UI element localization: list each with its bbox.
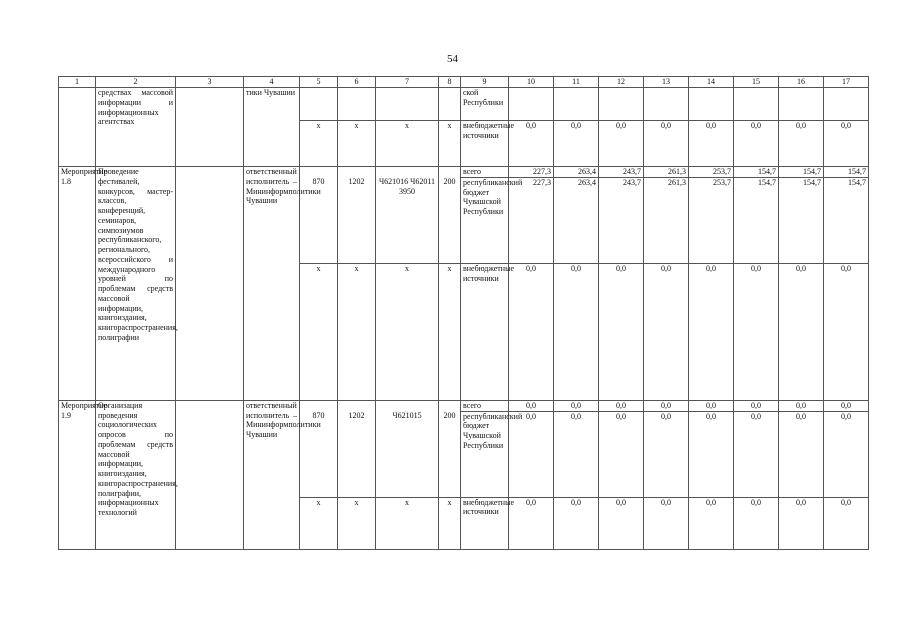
- col-header: 1: [59, 77, 96, 88]
- col-header: 11: [554, 77, 599, 88]
- funding-source: республиканский бюджет Чувашской Республики: [461, 177, 509, 263]
- kbk-cell: [300, 88, 338, 121]
- value-cell: 0,0: [509, 411, 554, 497]
- kbk-cell: [439, 400, 461, 411]
- event-number: Мероприятие 1.8: [59, 167, 96, 401]
- page-number: 54: [447, 53, 458, 65]
- kbk-cell: 870: [300, 177, 338, 263]
- value-cell: 0,0: [689, 400, 734, 411]
- table-row: [59, 400, 869, 411]
- value-cell: 154,7: [779, 167, 824, 178]
- value-cell: 253,7: [689, 177, 734, 263]
- value-cell: 0,0: [824, 121, 869, 167]
- kbk-cell: [300, 400, 338, 411]
- funding-source: внебюджетные источники: [461, 263, 509, 400]
- kbk-cell: x: [300, 263, 338, 400]
- value-cell: 0,0: [509, 263, 554, 400]
- value-cell: 154,7: [824, 167, 869, 178]
- funding-source: внебюджетные источники: [461, 497, 509, 549]
- value-cell: 0,0: [644, 497, 689, 549]
- kbk-cell: [338, 88, 376, 121]
- value-cell: 0,0: [689, 497, 734, 549]
- value-cell: 0,0: [779, 263, 824, 400]
- value-cell: 0,0: [824, 400, 869, 411]
- kbk-cell: 1202: [338, 411, 376, 497]
- event-title: средствах массовой информации и информационных агентствах: [96, 88, 176, 167]
- value-cell: 0,0: [599, 411, 644, 497]
- value-cell: 0,0: [734, 497, 779, 549]
- value-cell: 0,0: [509, 497, 554, 549]
- value-cell: 0,0: [689, 411, 734, 497]
- col-header: 4: [244, 77, 300, 88]
- kbk-cell: [439, 167, 461, 178]
- event-number: Мероприятие 1.9: [59, 400, 96, 549]
- value-cell: 0,0: [509, 121, 554, 167]
- funding-source: республиканский бюджет Чувашской Республики: [461, 411, 509, 497]
- value-cell: 0,0: [734, 263, 779, 400]
- funding-source: всего: [461, 400, 509, 411]
- value-cell: 0,0: [644, 263, 689, 400]
- kbk-cell: Ч621016 Ч620113950: [376, 177, 439, 263]
- kbk-cell: x: [376, 497, 439, 549]
- kbk-cell: x: [300, 497, 338, 549]
- kbk-cell: [300, 167, 338, 178]
- value-cell: 0,0: [734, 121, 779, 167]
- col-header: 16: [779, 77, 824, 88]
- col-header: 3: [176, 77, 244, 88]
- kbk-cell: x: [376, 263, 439, 400]
- kbk-cell: 1202: [338, 177, 376, 263]
- funding-source: внебюджетные источники: [461, 121, 509, 167]
- value-cell: 0,0: [734, 411, 779, 497]
- value-cell: 0,0: [779, 121, 824, 167]
- value-cell: 0,0: [599, 121, 644, 167]
- value-cell: 227,3: [509, 177, 554, 263]
- value-cell: 243,7: [599, 167, 644, 178]
- value-cell: 154,7: [734, 167, 779, 178]
- value-cell: 0,0: [554, 497, 599, 549]
- value-cell: 0,0: [734, 400, 779, 411]
- kbk-cell: 200: [439, 177, 461, 263]
- value-cell: 0,0: [779, 411, 824, 497]
- empty-cell: [176, 167, 244, 401]
- value-cell: 0,0: [644, 400, 689, 411]
- value-cell: 0,0: [509, 400, 554, 411]
- column-number-row: [59, 77, 869, 88]
- table-row: [59, 88, 869, 121]
- value-cell: 0,0: [689, 263, 734, 400]
- empty-cell: [176, 88, 244, 167]
- value-cell: 0,0: [599, 497, 644, 549]
- col-header: 5: [300, 77, 338, 88]
- event-title: Организация проведения социологических опросов по проблемам средств массовой информации, книгоиздания, книгораспространения, полиграфии, информационных технологий: [96, 400, 176, 549]
- value-cell: 0,0: [554, 121, 599, 167]
- value-cell: 0,0: [779, 400, 824, 411]
- value-cell: 253,7: [689, 167, 734, 178]
- kbk-cell: [376, 88, 439, 121]
- executor: тики Чувашии: [244, 88, 300, 167]
- kbk-cell: [338, 400, 376, 411]
- value-cell: 261,3: [644, 177, 689, 263]
- value-cell: 154,7: [734, 177, 779, 263]
- col-header: 15: [734, 77, 779, 88]
- value-cell: 0,0: [554, 400, 599, 411]
- value-cell: 0,0: [554, 411, 599, 497]
- value-cell: 0,0: [644, 121, 689, 167]
- col-header: 2: [96, 77, 176, 88]
- funding-source: ской Республики: [461, 88, 509, 121]
- kbk-cell: x: [338, 121, 376, 167]
- kbk-cell: x: [338, 497, 376, 549]
- value-cell: 0,0: [599, 263, 644, 400]
- value-cell: 0,0: [599, 400, 644, 411]
- budget-table: [58, 76, 869, 550]
- value-cell: 0,0: [824, 497, 869, 549]
- kbk-cell: [439, 88, 461, 121]
- kbk-cell: x: [439, 497, 461, 549]
- value-cell: 154,7: [779, 177, 824, 263]
- kbk-cell: x: [439, 121, 461, 167]
- col-header: 14: [689, 77, 734, 88]
- value-cell: 154,7: [824, 177, 869, 263]
- value-cell: 0,0: [644, 411, 689, 497]
- value-cell: 261,3: [644, 167, 689, 178]
- col-header: 7: [376, 77, 439, 88]
- event-title: Проведение фестивалей, конкурсов, мастер-классов, конференций, семинаров, симпозиумов республиканского, регионального, всероссийского и международного уровней по проблемам средств массовой информации, книгоиздания, книгораспространения, полиграфии: [96, 167, 176, 401]
- col-header: 12: [599, 77, 644, 88]
- value-cell: 0,0: [779, 497, 824, 549]
- funding-source: всего: [461, 167, 509, 178]
- kbk-cell: Ч621015: [376, 411, 439, 497]
- value-cell: 243,7: [599, 177, 644, 263]
- kbk-cell: 200: [439, 411, 461, 497]
- value-cell: 0,0: [824, 263, 869, 400]
- value-cell: 0,0: [824, 411, 869, 497]
- kbk-cell: [376, 400, 439, 411]
- empty-cell: [176, 400, 244, 549]
- value-cell: 0,0: [554, 263, 599, 400]
- kbk-cell: x: [300, 121, 338, 167]
- executor: ответственный исполнитель – Мининформполитики Чувашии: [244, 167, 300, 401]
- col-header: 9: [461, 77, 509, 88]
- col-header: 13: [644, 77, 689, 88]
- kbk-cell: x: [338, 263, 376, 400]
- value-cell: 263,4: [554, 177, 599, 263]
- value-cell: 263,4: [554, 167, 599, 178]
- col-header: 6: [338, 77, 376, 88]
- kbk-cell: 870: [300, 411, 338, 497]
- value-cell: 227,3: [509, 167, 554, 178]
- value-cell: 0,0: [689, 121, 734, 167]
- table-row: [59, 167, 869, 178]
- event-cell: [59, 88, 96, 167]
- kbk-cell: [338, 167, 376, 178]
- col-header: 17: [824, 77, 869, 88]
- kbk-cell: x: [439, 263, 461, 400]
- executor: ответственный исполнитель – Мининформполитики Чувашии: [244, 400, 300, 549]
- col-header: 10: [509, 77, 554, 88]
- col-header: 8: [439, 77, 461, 88]
- kbk-cell: x: [376, 121, 439, 167]
- kbk-cell: [376, 167, 439, 178]
